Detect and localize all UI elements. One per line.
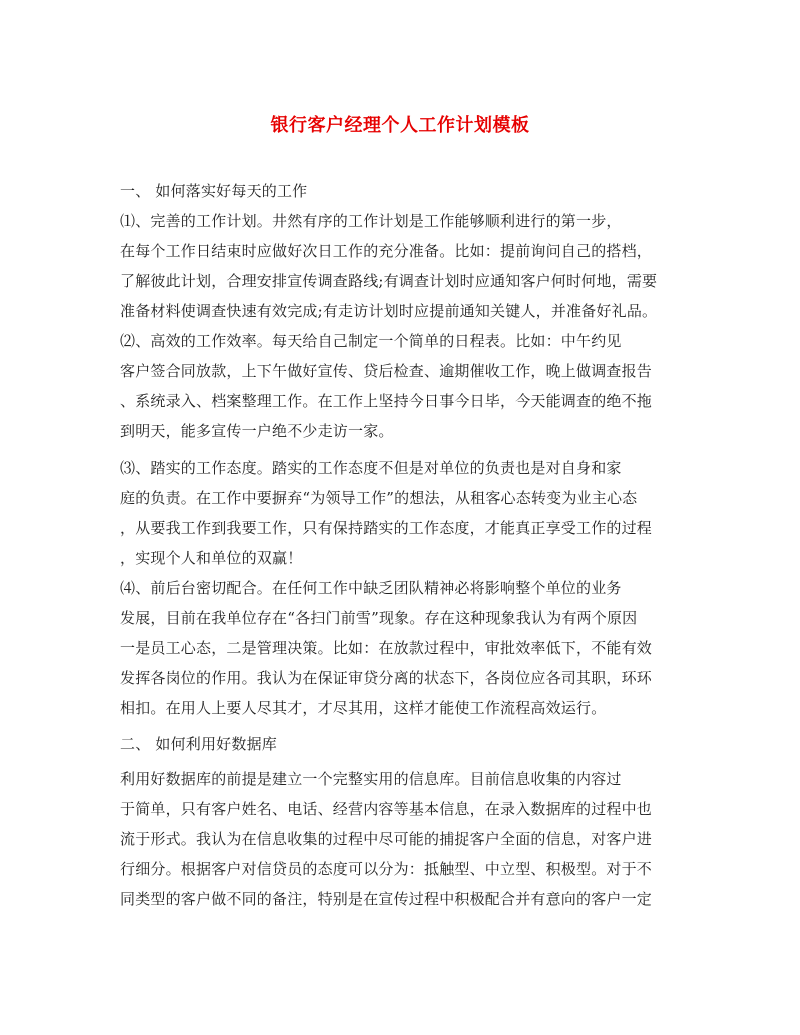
paragraph-line: 准备材料使调查快速有效完成;有走访计划时应提前通知关键人，并准备好礼品。 — [120, 302, 658, 320]
paragraph-line: 行细分。根据客户对信贷员的态度可以分为：抵触型、中立型、积极型。对于不 — [120, 860, 653, 878]
paragraph-line: ⑶、踏实的工作态度。踏实的工作态度不但是对单位的负责也是对自身和家 — [120, 459, 622, 477]
paragraph-line: 到明天，能多宣传一户绝不少走访一家。 — [120, 422, 394, 440]
paragraph-line: 于简单，只有客户姓名、电话、经营内容等基本信息，在录入数据库的过程中也 — [120, 800, 653, 818]
paragraph-line: 发挥各岗位的作用。我认为在保证审贷分离的状态下，各岗位应各司其职，环环 — [120, 669, 653, 687]
paragraph-line: ，从要我工作到我要工作，只有保持踏实的工作态度，才能真正享受工作的过程 — [120, 519, 653, 537]
paragraph-line: 相扣。在用人上要人尽其才，才尽其用，这样才能使工作流程高效运行。 — [120, 699, 607, 717]
paragraph-line: ⑷、前后台密切配合。在任何工作中缺乏团队精神必将影响整个单位的业务 — [120, 579, 622, 597]
paragraph-line: 在每个工作日结束时应做好次日工作的充分准备。比如：提前询问自己的搭档， — [120, 242, 653, 260]
paragraph-line: 庭的负责。在工作中要摒弃“为领导工作”的想法，从租客心态转变为业主心态 — [120, 489, 638, 507]
paragraph-line: ，实现个人和单位的双赢！ — [120, 549, 303, 567]
paragraph-line: 客户签合同放款，上下午做好宣传、贷后检查、逾期催收工作，晚上做调查报告 — [120, 362, 653, 380]
paragraph-line: 同类型的客户做不同的备注，特别是在宣传过程中积极配合并有意向的客户一定 — [120, 890, 653, 908]
paragraph-line: 流于形式。我认为在信息收集的过程中尽可能的捕捉客户全面的信息，对客户进 — [120, 830, 653, 848]
paragraph-line: 了解彼此计划，合理安排宣传调查路线;有调查计划时应通知客户何时何地，需要 — [120, 272, 658, 290]
paragraph-line: ⑴、完善的工作计划。井然有序的工作计划是工作能够顺利进行的第一步， — [120, 212, 622, 230]
paragraph-line: 一是员工心态，二是管理决策。比如：在放款过程中，审批效率低下，不能有效 — [120, 639, 653, 657]
document-title: 银行客户经理个人工作计划模板 — [270, 115, 530, 136]
paragraph-line: ⑵、高效的工作效率。每天给自己制定一个简单的日程表。比如：中午约见 — [120, 332, 622, 350]
heading-section-2: 二、 如何利用好数据库 — [120, 735, 277, 753]
paragraph-line: 、系统录入、档案整理工作。在工作上坚持今日事今日毕，今天能调查的绝不拖 — [120, 392, 653, 410]
heading-section-1: 一、 如何落实好每天的工作 — [120, 182, 308, 200]
paragraph-line: 利用好数据库的前提是建立一个完整实用的信息库。目前信息收集的内容过 — [120, 770, 622, 788]
paragraph-line: 发展，目前在我单位存在“各扫门前雪”现象。存在这种现象我认为有两个原因 — [120, 609, 638, 627]
